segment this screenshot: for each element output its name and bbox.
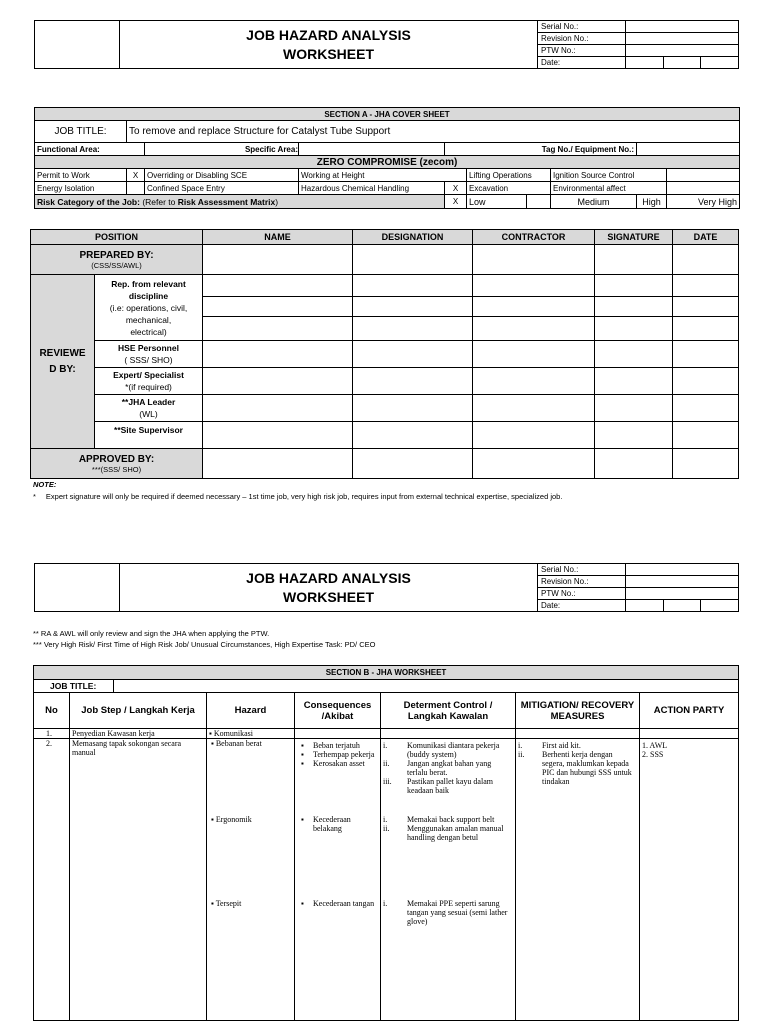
consequence-item: ▪ Terhempap pekerja xyxy=(301,750,375,759)
risk-high: High xyxy=(637,195,667,209)
environmental-check[interactable] xyxy=(667,182,740,195)
energy-isolation-check[interactable] xyxy=(127,182,145,195)
col-name: NAME xyxy=(203,230,353,245)
functional-area-field[interactable] xyxy=(145,143,299,156)
rep-signature-3[interactable] xyxy=(595,317,673,341)
header-block-2 xyxy=(34,563,739,612)
consequence-item: ▪ Kecederaan belakang xyxy=(301,815,351,833)
col-action-party: ACTION PARTY xyxy=(640,693,739,729)
hazard-item: ▪ Ergonomik xyxy=(211,815,252,824)
rep-contractor-2[interactable] xyxy=(473,297,595,317)
revision-no-field[interactable] xyxy=(626,33,739,45)
control-item: ii. Menggunakan amalan manual handling dengan betul xyxy=(383,824,504,842)
date-label-2: Date: xyxy=(538,600,626,612)
mitigation-item: ii. Berhenti kerja dengan segera, maklumkan kepada PIC dan hubungi SSS untuk tindakan xyxy=(518,750,632,786)
date-month-2[interactable] xyxy=(663,600,701,612)
prepared-name[interactable] xyxy=(203,245,353,275)
col-hazard: Hazard xyxy=(207,693,295,729)
col-designation: DESIGNATION xyxy=(353,230,473,245)
site-supervisor-cell: **Site Supervisor xyxy=(95,422,203,449)
tag-no-field[interactable] xyxy=(637,143,740,156)
hse-name[interactable] xyxy=(203,341,353,368)
row2-no: 2. xyxy=(34,739,70,1021)
rep-designation-1[interactable] xyxy=(353,275,473,297)
ignition-check[interactable] xyxy=(667,169,740,182)
col-job-step: Job Step / Langkah Kerja xyxy=(70,693,207,729)
rep-name-1[interactable] xyxy=(203,275,353,297)
date-month[interactable] xyxy=(663,57,701,69)
rep-name-3[interactable] xyxy=(203,317,353,341)
excavation: Excavation xyxy=(467,182,551,195)
job-title-label: JOB TITLE: xyxy=(35,121,127,143)
sign-off-table xyxy=(30,229,739,479)
col-date: DATE xyxy=(673,230,739,245)
section-b-job-title-row xyxy=(34,680,739,693)
rep-date-2[interactable] xyxy=(673,297,739,317)
revision-no-label: Revision No.: xyxy=(538,33,626,45)
revision-no-field-2[interactable] xyxy=(626,576,739,588)
hazardous-chemical-check[interactable]: X xyxy=(445,182,467,195)
ptw-no-field-2[interactable] xyxy=(626,588,739,600)
environmental-affect: Environmental affect xyxy=(551,182,667,195)
serial-no-label: Serial No.: xyxy=(538,21,626,33)
specific-area-field[interactable] xyxy=(299,143,445,156)
jha-name[interactable] xyxy=(203,395,353,422)
rep-discipline-cell: Rep. from relevant discipline (i.e: operations, civil, mechanical, electrical) xyxy=(95,275,203,341)
rep-contractor-3[interactable] xyxy=(473,317,595,341)
permit-to-work: Permit to Work xyxy=(35,169,127,182)
hazard-item: ▪ Tersepit xyxy=(211,899,242,908)
logo-area xyxy=(35,21,120,69)
col-mitigation: MITIGATION/ RECOVERY MEASURES xyxy=(516,693,640,729)
row2-hazards xyxy=(207,739,295,1021)
serial-no-field[interactable] xyxy=(626,21,739,33)
logo-area-2 xyxy=(35,564,120,612)
risk-low: Low xyxy=(467,195,527,209)
col-signature: SIGNATURE xyxy=(595,230,673,245)
prepared-designation[interactable] xyxy=(353,245,473,275)
rep-designation-3[interactable] xyxy=(353,317,473,341)
specific-area-label: Specific Area: xyxy=(244,144,298,154)
approved-name[interactable] xyxy=(203,449,353,479)
risk-medium: Medium xyxy=(551,195,637,209)
col-no: No xyxy=(34,693,70,729)
jha-contractor[interactable] xyxy=(473,395,595,422)
expert-contractor[interactable] xyxy=(473,368,595,395)
energy-isolation: Energy Isolation xyxy=(35,182,127,195)
rep-signature-1[interactable] xyxy=(595,275,673,297)
site-designation[interactable] xyxy=(353,422,473,449)
prepared-by-cell: PREPARED BY: (CSS/SS/AWL) xyxy=(31,245,203,275)
date-year-2[interactable] xyxy=(701,600,739,612)
expert-signature[interactable] xyxy=(595,368,673,395)
hse-contractor[interactable] xyxy=(473,341,595,368)
row2-controls xyxy=(381,739,516,1021)
ptw-no-label: PTW No.: xyxy=(538,45,626,57)
rep-signature-2[interactable] xyxy=(595,297,673,317)
risk-category-label: Risk Category of the Job: (Refer to Risk Assessment Matrix) xyxy=(35,195,445,209)
site-name[interactable] xyxy=(203,422,353,449)
row1-step: Penyedian Kawasan kerja xyxy=(70,729,207,739)
functional-area-label: Functional Area: xyxy=(35,143,145,156)
consequence-item: ▪ Kerosakan asset xyxy=(301,759,365,768)
tag-no-label: Tag No./ Equipment No.: xyxy=(445,143,637,156)
serial-no-field-2[interactable] xyxy=(626,564,739,576)
note-very-high-risk: *** Very High Risk/ First Time of High Risk Job/ Unusual Circumstances, High Expertise Task: PD/ CEO xyxy=(33,640,376,649)
approved-designation[interactable] xyxy=(353,449,473,479)
date-day-2[interactable] xyxy=(626,600,664,612)
date-label: Date: xyxy=(538,57,626,69)
note-ra-awl: ** RA & AWL will only review and sign the JHA when applying the PTW. xyxy=(33,629,270,638)
jha-designation[interactable] xyxy=(353,395,473,422)
date-day[interactable] xyxy=(626,57,664,69)
expert-specialist-cell: Expert/ Specialist *(if required) xyxy=(95,368,203,395)
job-title-value[interactable]: To remove and replace Structure for Catalyst Tube Support xyxy=(127,121,740,143)
row2-mitigation xyxy=(516,739,640,1021)
col-determent-control: Determent Control / Langkah Kawalan xyxy=(381,693,516,729)
table-row xyxy=(34,729,739,739)
site-contractor[interactable] xyxy=(473,422,595,449)
row1-no: 1. xyxy=(34,729,70,739)
hazard-item: ▪ Bebanan berat xyxy=(211,739,262,748)
consequence-item: ▪ Kecederaan tangan xyxy=(301,899,375,908)
jha-signature[interactable] xyxy=(595,395,673,422)
row2-action-party xyxy=(640,739,739,1021)
row1-hazard: ▪ Komunikasi xyxy=(207,729,295,739)
risk-medium-check[interactable] xyxy=(527,195,551,209)
section-a-title: SECTION A - JHA COVER SHEET xyxy=(35,108,740,121)
action-item: 2. SSS xyxy=(642,750,664,759)
hazardous-chemical-handling: Hazardous Chemical Handling xyxy=(299,182,445,195)
rep-contractor-1[interactable] xyxy=(473,275,595,297)
prepared-contractor[interactable] xyxy=(473,245,595,275)
rep-name-2[interactable] xyxy=(203,297,353,317)
risk-very-high: Very High xyxy=(667,195,740,209)
rep-designation-2[interactable] xyxy=(353,297,473,317)
permit-to-work-check[interactable]: X xyxy=(127,169,145,182)
prepared-signature[interactable] xyxy=(595,245,673,275)
overriding-sce: Overriding or Disabling SCE xyxy=(145,169,299,182)
section-b-worksheet xyxy=(33,665,739,1021)
date-year[interactable] xyxy=(701,57,739,69)
rep-date-1[interactable] xyxy=(673,275,739,297)
hse-signature[interactable] xyxy=(595,341,673,368)
action-item: 1. AWL xyxy=(642,741,668,750)
document-title: JOB HAZARD ANALYSIS WORKSHEET xyxy=(120,21,538,69)
reviewed-by-cell: REVIEWE D BY: xyxy=(31,275,95,449)
approved-by-cell: APPROVED BY: ***(SSS/ SHO) xyxy=(31,449,203,479)
control-item: i. Memakai back support belt xyxy=(383,815,495,824)
control-item: ii. Jangan angkat bahan yang terlalu berat. xyxy=(383,759,492,777)
risk-low-check[interactable]: X xyxy=(445,195,467,209)
row2-step: Memasang tapak sokongan secara manual xyxy=(70,739,207,1021)
ptw-no-field[interactable] xyxy=(626,45,739,57)
control-item: iii. Pastikan pallet kayu dalam keadaan baik xyxy=(383,777,493,795)
approved-signature[interactable] xyxy=(595,449,673,479)
row2-consequences xyxy=(295,739,381,1021)
note-expert-signature: * Expert signature will only be required if deemed necessary – 1st time job, very high risk job, requires input from external technical expertise, specialized job. xyxy=(33,492,563,501)
jha-leader-cell: **JHA Leader (WL) xyxy=(95,395,203,422)
expert-date[interactable] xyxy=(673,368,739,395)
document-title-2: JOB HAZARD ANALYSIS WORKSHEET xyxy=(120,564,538,612)
col-consequences: Consequences /Akibat xyxy=(295,693,381,729)
ptw-no-label-2: PTW No.: xyxy=(538,588,626,600)
section-a-cover-sheet xyxy=(34,107,740,209)
prepared-date[interactable] xyxy=(673,245,739,275)
hse-personnel-cell: HSE Personnel ( SSS/ SHO) xyxy=(95,341,203,368)
mitigation-item: i. First aid kit. xyxy=(518,741,581,750)
table-row xyxy=(34,739,739,1021)
expert-designation[interactable] xyxy=(353,368,473,395)
col-contractor: CONTRACTOR xyxy=(473,230,595,245)
serial-no-label-2: Serial No.: xyxy=(538,564,626,576)
note-label: NOTE: xyxy=(33,480,57,489)
working-at-height: Working at Height xyxy=(299,169,467,182)
section-b-job-title-label: JOB TITLE: xyxy=(34,680,114,692)
site-signature[interactable] xyxy=(595,422,673,449)
consequence-item: ▪ Beban terjatuh xyxy=(301,741,360,750)
confined-space-entry: Confined Space Entry xyxy=(145,182,299,195)
hse-designation[interactable] xyxy=(353,341,473,368)
ignition-source-control: Ignition Source Control xyxy=(551,169,667,182)
jha-date[interactable] xyxy=(673,395,739,422)
control-item: i. Memakai PPE seperti sarung tangan yang sesuai (semi lather glove) xyxy=(383,899,508,926)
approved-date[interactable] xyxy=(673,449,739,479)
control-item: i. Komunikasi diantara pekerja (buddy system) xyxy=(383,741,500,759)
section-b-title: SECTION B - JHA WORKSHEET xyxy=(34,666,739,680)
site-date[interactable] xyxy=(673,422,739,449)
col-position: POSITION xyxy=(31,230,203,245)
zecom-title: ZERO COMPROMISE (zecom) xyxy=(35,156,740,169)
rep-date-3[interactable] xyxy=(673,317,739,341)
expert-name[interactable] xyxy=(203,368,353,395)
revision-no-label-2: Revision No.: xyxy=(538,576,626,588)
lifting-operations: Lifting Operations xyxy=(467,169,551,182)
header-block-1 xyxy=(34,20,739,69)
hse-date[interactable] xyxy=(673,341,739,368)
approved-contractor[interactable] xyxy=(473,449,595,479)
